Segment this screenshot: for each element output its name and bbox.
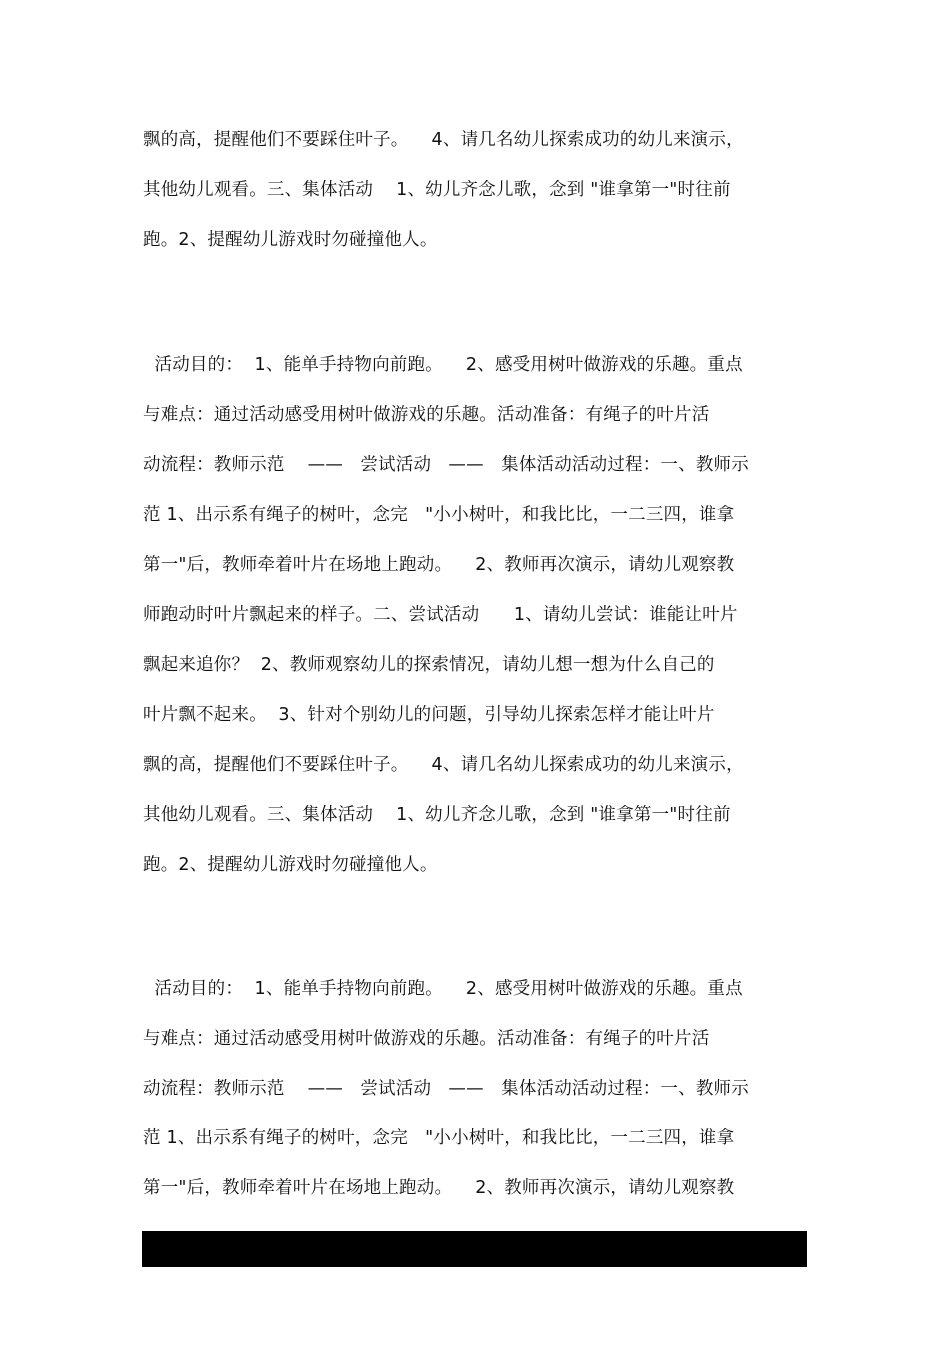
text-line: 第一"后，教师牵着叶片在场地上跑动。 2、教师再次演示，请幼儿观察教 bbox=[143, 555, 735, 575]
text-line: 飘的高，提醒他们不要踩住叶子。 4、请几名幼儿探索成功的幼儿来演示， bbox=[143, 130, 744, 150]
text-line: 活动目的： 1、能单手持物向前跑。 2、感受用树叶做游戏的乐趣。重点 bbox=[143, 979, 743, 999]
text-line: 活动目的： 1、能单手持物向前跑。 2、感受用树叶做游戏的乐趣。重点 bbox=[143, 355, 743, 375]
text-line: 飘起来追你？ 2、教师观察幼儿的探索情况，请幼儿想一想为什么自己的 bbox=[143, 655, 715, 675]
text-line: 跑。2、提醒幼儿游戏时勿碰撞他人。 bbox=[143, 230, 438, 250]
text-line: 与难点：通过活动感受用树叶做游戏的乐趣。活动准备：有绳子的叶片活 bbox=[143, 405, 710, 425]
text-line: 动流程：教师示范 —— 尝试活动 —— 集体活动活动过程：一、教师示 bbox=[143, 1079, 749, 1099]
redaction-bar bbox=[142, 1231, 807, 1267]
text-line: 范 1、出示系有绳子的树叶，念完 "小小树叶，和我比比，一二三四，谁拿 bbox=[143, 1128, 735, 1148]
text-line: 范 1、出示系有绳子的树叶，念完 "小小树叶，和我比比，一二三四，谁拿 bbox=[143, 505, 735, 525]
text-line: 动流程：教师示范 —— 尝试活动 —— 集体活动活动过程：一、教师示 bbox=[143, 455, 749, 475]
text-line: 飘的高，提醒他们不要踩住叶子。 4、请几名幼儿探索成功的幼儿来演示， bbox=[143, 755, 744, 775]
text-line: 跑。2、提醒幼儿游戏时勿碰撞他人。 bbox=[143, 855, 438, 875]
text-line: 其他幼儿观看。三、集体活动 1、幼儿齐念儿歌，念到 "谁拿第一"时往前 bbox=[143, 180, 731, 200]
text-line: 与难点：通过活动感受用树叶做游戏的乐趣。活动准备：有绳子的叶片活 bbox=[143, 1029, 710, 1049]
text-line: 叶片飘不起来。 3、针对个别幼儿的问题，引导幼儿探索怎样才能让叶片 bbox=[143, 705, 715, 725]
text-line: 师跑动时叶片飘起来的样子。二、尝试活动 1、请幼儿尝试：谁能让叶片 bbox=[143, 605, 738, 625]
text-line: 第一"后，教师牵着叶片在场地上跑动。 2、教师再次演示，请幼儿观察教 bbox=[143, 1178, 735, 1198]
text-line: 其他幼儿观看。三、集体活动 1、幼儿齐念儿歌，念到 "谁拿第一"时往前 bbox=[143, 805, 731, 825]
